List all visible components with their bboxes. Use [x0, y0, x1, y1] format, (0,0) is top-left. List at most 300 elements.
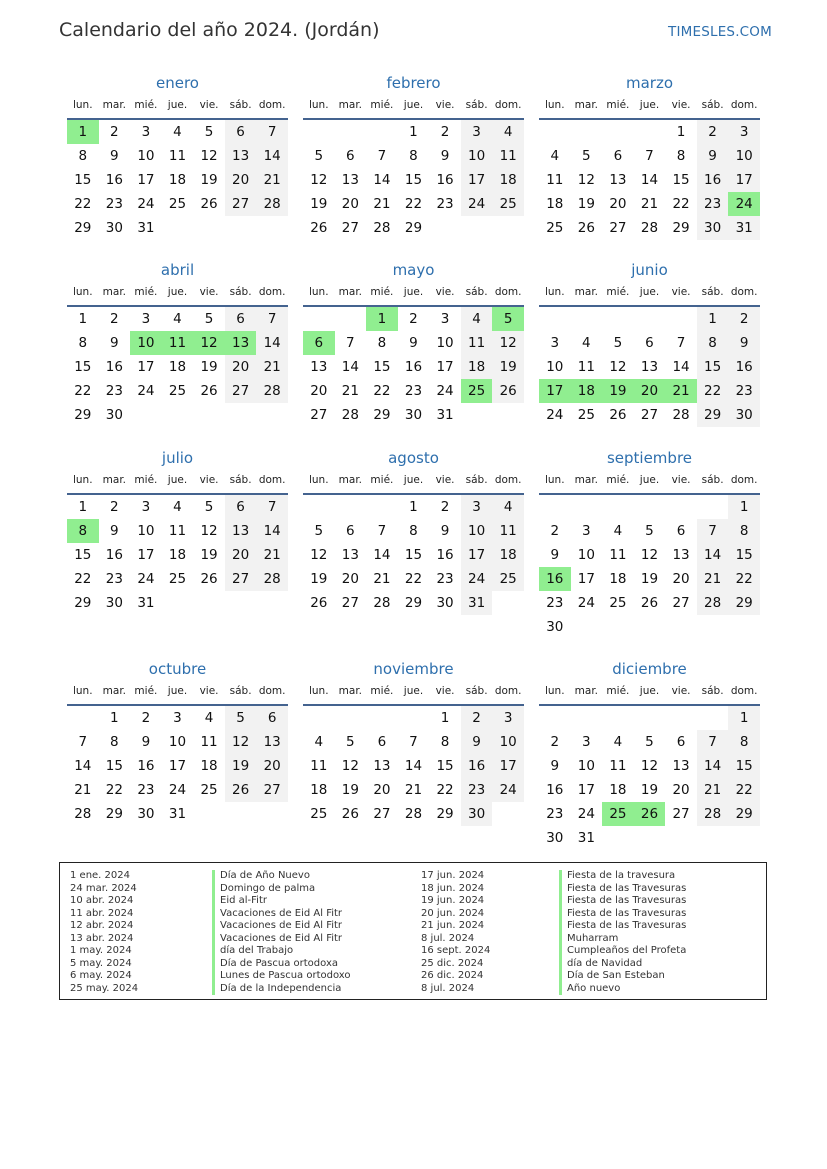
- day-cell: 4: [582, 335, 591, 351]
- holiday-day-cell: 25: [461, 379, 493, 403]
- legend-date: 1 may. 2024: [70, 945, 132, 956]
- day-cell: 25: [310, 806, 328, 822]
- day-cell: 6: [377, 734, 387, 750]
- day-cell: 3: [141, 311, 151, 327]
- month-name: diciembre: [612, 660, 687, 678]
- day-cell: 21: [256, 543, 288, 567]
- day-cell: 6: [676, 734, 686, 750]
- day-cell: 3: [582, 523, 591, 539]
- day-cell: 27: [341, 220, 359, 236]
- weekday-label: jue.: [403, 685, 424, 697]
- legend-date: 24 mar. 2024: [70, 882, 137, 894]
- weekday-label: jue.: [167, 286, 188, 298]
- day-cell: 19: [310, 571, 328, 587]
- day-cell: 24: [137, 571, 155, 587]
- legend-holiday-name: Vacaciones de Eid Al Fitr: [212, 933, 351, 946]
- weekday-label: dom.: [494, 685, 522, 697]
- day-cell: 6: [676, 523, 686, 539]
- day-cell: 31: [137, 595, 155, 611]
- day-cell: 18: [168, 547, 187, 563]
- weekday-header: [303, 281, 524, 303]
- day-cell: 20: [672, 571, 690, 587]
- month-noviembre: [303, 658, 524, 826]
- day-cell: 24: [577, 595, 595, 611]
- legend-holiday-name: Cumpleaños del Profeta: [559, 945, 686, 958]
- day-cell: 23: [546, 806, 564, 822]
- day-cell: 9: [728, 331, 760, 355]
- weekday-label: dom.: [258, 286, 286, 298]
- day-cell: 9: [697, 144, 729, 168]
- day-cell: 26: [310, 220, 328, 236]
- day-cell: 17: [137, 172, 155, 188]
- day-cell: 20: [609, 196, 627, 212]
- empty-cell: [366, 495, 398, 519]
- day-cell: 14: [341, 359, 359, 375]
- day-cell: 13: [672, 547, 690, 563]
- day-cell: 4: [173, 124, 182, 140]
- weekday-label: dom.: [494, 99, 522, 111]
- weekday-label: sáb.: [465, 474, 488, 486]
- day-cell: 22: [74, 383, 92, 399]
- day-cell: 15: [74, 172, 92, 188]
- legend-holiday-name: Año nuevo: [559, 983, 686, 996]
- weekday-label: lun.: [72, 99, 93, 111]
- day-cell: 19: [200, 172, 218, 188]
- weekday-label: sáb.: [465, 286, 488, 298]
- day-cell: 3: [141, 499, 151, 515]
- day-cell: 3: [173, 710, 182, 726]
- month-name: marzo: [625, 74, 674, 92]
- empty-cell: [602, 495, 634, 519]
- day-cell: 13: [609, 172, 627, 188]
- legend-holiday-name: día del Trabajo: [212, 945, 351, 958]
- holiday-day-cell: 10: [130, 331, 162, 355]
- day-cell: 16: [436, 172, 454, 188]
- day-cell: 1: [697, 307, 729, 331]
- site-link[interactable]: TIMESLES.COM: [668, 24, 772, 40]
- day-cell: 25: [492, 192, 524, 216]
- weekday-label: lun.: [544, 99, 565, 111]
- day-cell: 26: [200, 571, 218, 587]
- day-cell: 10: [168, 734, 187, 750]
- day-cell: 17: [137, 359, 155, 375]
- day-cell: 30: [697, 216, 729, 240]
- day-cell: 23: [728, 379, 760, 403]
- day-cell: 10: [436, 335, 454, 351]
- legend-holiday-name: Fiesta de las Travesuras: [559, 908, 686, 921]
- day-cell: 13: [672, 758, 690, 774]
- holiday-day-cell: 16: [539, 567, 571, 591]
- day-cell: 11: [168, 523, 187, 539]
- day-cell: 31: [728, 216, 760, 240]
- legend-names: [212, 870, 351, 995]
- day-cell: 4: [492, 120, 524, 144]
- weekday-label: dom.: [494, 286, 522, 298]
- legend-date: 11 abr. 2024: [70, 907, 134, 919]
- weekday-label: mar.: [574, 99, 599, 111]
- legend-holiday-name: Fiesta de la travesura: [559, 870, 686, 883]
- empty-cell: [634, 495, 666, 519]
- day-cell: 19: [200, 547, 218, 563]
- month-name: mayo: [392, 261, 435, 279]
- legend-holiday-name: Día de Pascua ortodoxa: [212, 958, 351, 971]
- weekday-label: vie.: [199, 99, 219, 111]
- day-cell: 8: [78, 148, 88, 164]
- day-cell: 21: [256, 355, 288, 379]
- weekday-label: vie.: [671, 474, 691, 486]
- weekday-header: [303, 680, 524, 702]
- day-cell: 1: [728, 706, 760, 730]
- weekday-label: mié.: [606, 685, 630, 697]
- day-cell: 4: [613, 734, 623, 750]
- holiday-day-cell: 25: [602, 802, 634, 826]
- day-cell: 5: [314, 523, 324, 539]
- weekday-label: jue.: [167, 685, 188, 697]
- day-cell: 29: [105, 806, 123, 822]
- day-cell: 5: [225, 706, 257, 730]
- day-cell: 15: [672, 172, 690, 188]
- weekday-label: jue.: [639, 286, 660, 298]
- day-cell: 15: [373, 359, 391, 375]
- day-cell: 22: [672, 196, 690, 212]
- weekday-label: jue.: [167, 474, 188, 486]
- day-cell: 14: [74, 758, 92, 774]
- day-cell: 1: [440, 710, 450, 726]
- weekday-header: [67, 680, 288, 702]
- month-name: enero: [156, 74, 199, 92]
- day-cell: 26: [492, 379, 524, 403]
- day-cell: 28: [404, 806, 423, 822]
- weekday-label: sáb.: [229, 286, 252, 298]
- day-cell: 6: [225, 495, 257, 519]
- day-cell: 2: [728, 307, 760, 331]
- day-cell: 18: [609, 571, 627, 587]
- day-grid: [67, 495, 288, 615]
- day-cell: 7: [409, 734, 418, 750]
- day-cell: 7: [676, 335, 686, 351]
- day-cell: 19: [640, 571, 659, 587]
- day-cell: 19: [492, 355, 524, 379]
- empty-cell: [665, 307, 697, 331]
- day-cell: 13: [225, 144, 257, 168]
- day-cell: 17: [577, 782, 595, 798]
- day-cell: 11: [200, 734, 218, 750]
- weekday-label: vie.: [671, 99, 691, 111]
- day-cell: 30: [137, 806, 155, 822]
- day-cell: 25: [200, 782, 218, 798]
- day-cell: 3: [550, 335, 560, 351]
- weekday-label: jue.: [167, 99, 188, 111]
- day-cell: 16: [728, 355, 760, 379]
- day-cell: 7: [256, 120, 288, 144]
- day-cell: 31: [577, 830, 595, 846]
- weekday-header: [539, 94, 760, 116]
- weekday-label: mar.: [102, 474, 127, 486]
- day-grid: [303, 495, 524, 615]
- weekday-label: jue.: [639, 99, 660, 111]
- day-cell: 18: [546, 196, 564, 212]
- day-grid: [67, 706, 288, 826]
- day-cell: 30: [436, 595, 454, 611]
- day-cell: 5: [204, 499, 214, 515]
- empty-cell: [602, 307, 634, 331]
- day-cell: 13: [310, 359, 328, 375]
- day-cell: 10: [492, 730, 524, 754]
- day-cell: 12: [310, 547, 328, 563]
- day-cell: 25: [168, 383, 187, 399]
- empty-cell: [571, 495, 603, 519]
- month-enero: [67, 72, 288, 240]
- day-cell: 12: [341, 758, 359, 774]
- month-junio: [539, 259, 760, 427]
- day-cell: 7: [78, 734, 88, 750]
- day-cell: 5: [204, 124, 214, 140]
- day-cell: 19: [640, 782, 659, 798]
- day-cell: 19: [225, 754, 257, 778]
- day-cell: 14: [697, 754, 729, 778]
- legend-holiday-name: Fiesta de las Travesuras: [559, 895, 686, 908]
- day-cell: 24: [577, 806, 595, 822]
- day-cell: 18: [168, 359, 187, 375]
- day-cell: 2: [550, 523, 560, 539]
- day-cell: 18: [492, 168, 524, 192]
- month-septiembre: [539, 447, 760, 639]
- day-cell: 24: [546, 407, 564, 423]
- holiday-day-cell: 6: [303, 331, 335, 355]
- day-grid: [303, 706, 524, 826]
- day-cell: 15: [404, 547, 423, 563]
- day-cell: 21: [341, 383, 359, 399]
- legend-date: 16 sept. 2024: [421, 945, 491, 956]
- day-cell: 28: [373, 220, 391, 236]
- day-cell: 30: [404, 407, 423, 423]
- day-cell: 13: [640, 359, 659, 375]
- day-cell: 11: [546, 172, 564, 188]
- day-cell: 28: [256, 192, 288, 216]
- weekday-label: jue.: [639, 474, 660, 486]
- day-cell: 12: [225, 730, 257, 754]
- day-cell: 4: [173, 311, 182, 327]
- holiday-day-cell: 21: [665, 379, 697, 403]
- weekday-label: mié.: [134, 685, 158, 697]
- day-cell: 12: [200, 148, 218, 164]
- day-cell: 9: [440, 148, 450, 164]
- day-cell: 24: [492, 778, 524, 802]
- weekday-label: mié.: [134, 99, 158, 111]
- legend-names: [559, 870, 686, 995]
- day-cell: 23: [105, 196, 123, 212]
- day-cell: 6: [346, 523, 355, 539]
- weekday-label: mar.: [338, 286, 363, 298]
- day-cell: 9: [110, 335, 119, 351]
- weekday-label: sáb.: [701, 474, 724, 486]
- weekday-label: vie.: [199, 474, 219, 486]
- legend-date: 25 may. 2024: [70, 982, 139, 994]
- empty-cell: [697, 706, 729, 730]
- weekday-header: [539, 469, 760, 491]
- month-julio: [67, 447, 288, 615]
- holiday-day-cell: 1: [366, 307, 398, 331]
- day-cell: 28: [373, 595, 391, 611]
- empty-cell: [571, 706, 603, 730]
- day-cell: 30: [546, 619, 564, 635]
- empty-cell: [335, 307, 367, 331]
- day-cell: 27: [609, 220, 627, 236]
- day-cell: 13: [373, 758, 391, 774]
- day-cell: 17: [168, 758, 187, 774]
- holiday-day-cell: 26: [634, 802, 666, 826]
- day-cell: 10: [577, 758, 595, 774]
- day-cell: 26: [200, 383, 218, 399]
- day-cell: 2: [110, 499, 119, 515]
- empty-cell: [335, 495, 367, 519]
- day-cell: 30: [105, 407, 123, 423]
- day-cell: 31: [461, 591, 493, 615]
- empty-cell: [665, 706, 697, 730]
- weekday-label: vie.: [435, 474, 455, 486]
- day-cell: 15: [436, 758, 454, 774]
- day-cell: 12: [577, 172, 595, 188]
- weekday-label: lun.: [544, 685, 565, 697]
- weekday-label: sáb.: [229, 474, 252, 486]
- day-grid: [539, 706, 760, 850]
- legend-date: 1 ene. 2024: [70, 870, 130, 881]
- day-cell: 8: [409, 148, 418, 164]
- day-cell: 21: [404, 782, 423, 798]
- day-cell: 3: [492, 706, 524, 730]
- day-cell: 18: [461, 355, 493, 379]
- legend-date: 25 dic. 2024: [421, 957, 484, 969]
- weekday-label: lun.: [308, 286, 329, 298]
- day-cell: 9: [141, 734, 151, 750]
- day-cell: 25: [492, 567, 524, 591]
- day-grid: [539, 307, 760, 427]
- day-cell: 16: [436, 547, 454, 563]
- day-cell: 6: [645, 335, 654, 351]
- day-cell: 19: [310, 196, 328, 212]
- legend-date: 19 jun. 2024: [421, 895, 485, 906]
- month-name: septiembre: [606, 449, 693, 467]
- legend-holiday-name: Muharram: [559, 933, 686, 946]
- day-cell: 14: [373, 547, 391, 563]
- day-cell: 20: [225, 543, 257, 567]
- empty-cell: [634, 706, 666, 730]
- day-cell: 9: [461, 730, 493, 754]
- weekday-label: sáb.: [465, 99, 488, 111]
- day-cell: 3: [728, 120, 760, 144]
- day-cell: 1: [409, 124, 418, 140]
- day-cell: 17: [728, 168, 760, 192]
- day-cell: 24: [461, 567, 493, 591]
- day-cell: 2: [550, 734, 560, 750]
- month-name: noviembre: [373, 660, 454, 678]
- day-cell: 25: [168, 196, 187, 212]
- day-cell: 4: [550, 148, 560, 164]
- legend-date: 6 may. 2024: [70, 970, 132, 981]
- weekday-label: sáb.: [701, 286, 724, 298]
- empty-cell: [571, 120, 603, 144]
- day-cell: 11: [577, 359, 595, 375]
- legend-holiday-name: Fiesta de las Travesuras: [559, 883, 686, 896]
- day-cell: 7: [377, 523, 387, 539]
- weekday-header: [539, 281, 760, 303]
- day-cell: 26: [341, 806, 359, 822]
- weekday-label: sáb.: [465, 685, 488, 697]
- legend-holiday-name: Día de Año Nuevo: [212, 870, 351, 883]
- day-cell: 29: [74, 220, 92, 236]
- holiday-legend: [59, 862, 767, 1000]
- day-cell: 18: [310, 782, 328, 798]
- day-cell: 10: [728, 144, 760, 168]
- day-cell: 20: [672, 782, 690, 798]
- weekday-label: lun.: [72, 685, 93, 697]
- day-cell: 12: [310, 172, 328, 188]
- day-cell: 23: [697, 192, 729, 216]
- legend-holiday-name: Vacaciones de Eid Al Fitr: [212, 908, 351, 921]
- day-cell: 21: [74, 782, 92, 798]
- legend-date: 13 abr. 2024: [70, 932, 134, 944]
- day-cell: 11: [609, 547, 627, 563]
- legend-date: 21 jun. 2024: [421, 920, 485, 931]
- day-cell: 7: [256, 307, 288, 331]
- month-marzo: [539, 72, 760, 240]
- day-cell: 6: [613, 148, 623, 164]
- day-cell: 8: [728, 519, 760, 543]
- legend-dates: [421, 870, 490, 995]
- day-cell: 1: [78, 311, 88, 327]
- day-cell: 27: [225, 192, 257, 216]
- weekday-label: vie.: [671, 286, 691, 298]
- legend-date: 12 abr. 2024: [70, 920, 134, 931]
- day-cell: 9: [550, 758, 560, 774]
- day-cell: 27: [640, 407, 659, 423]
- day-cell: 29: [728, 802, 760, 826]
- page-title: Calendario del año 2024. (Jordán): [59, 19, 380, 41]
- day-grid: [67, 307, 288, 427]
- day-cell: 18: [200, 758, 218, 774]
- day-cell: 27: [256, 778, 288, 802]
- month-name: junio: [631, 261, 668, 279]
- day-cell: 16: [105, 359, 123, 375]
- month-diciembre: [539, 658, 760, 850]
- day-cell: 27: [672, 595, 690, 611]
- holiday-day-cell: 13: [225, 331, 257, 355]
- day-cell: 3: [440, 311, 450, 327]
- day-cell: 5: [613, 335, 623, 351]
- weekday-label: dom.: [258, 685, 286, 697]
- weekday-label: lun.: [72, 286, 93, 298]
- weekday-label: dom.: [258, 99, 286, 111]
- day-cell: 24: [137, 196, 155, 212]
- day-cell: 11: [461, 331, 493, 355]
- day-cell: 19: [341, 782, 359, 798]
- weekday-label: sáb.: [701, 99, 724, 111]
- day-cell: 2: [409, 311, 418, 327]
- day-cell: 4: [204, 710, 214, 726]
- day-cell: 22: [436, 782, 454, 798]
- empty-cell: [602, 120, 634, 144]
- day-cell: 9: [110, 523, 119, 539]
- weekday-label: mié.: [134, 474, 158, 486]
- day-cell: 3: [461, 495, 493, 519]
- day-cell: 7: [697, 519, 729, 543]
- day-cell: 30: [461, 802, 493, 826]
- day-cell: 22: [404, 196, 423, 212]
- day-cell: 26: [577, 220, 595, 236]
- day-cell: 24: [137, 383, 155, 399]
- weekday-label: lun.: [544, 286, 565, 298]
- day-cell: 28: [640, 220, 659, 236]
